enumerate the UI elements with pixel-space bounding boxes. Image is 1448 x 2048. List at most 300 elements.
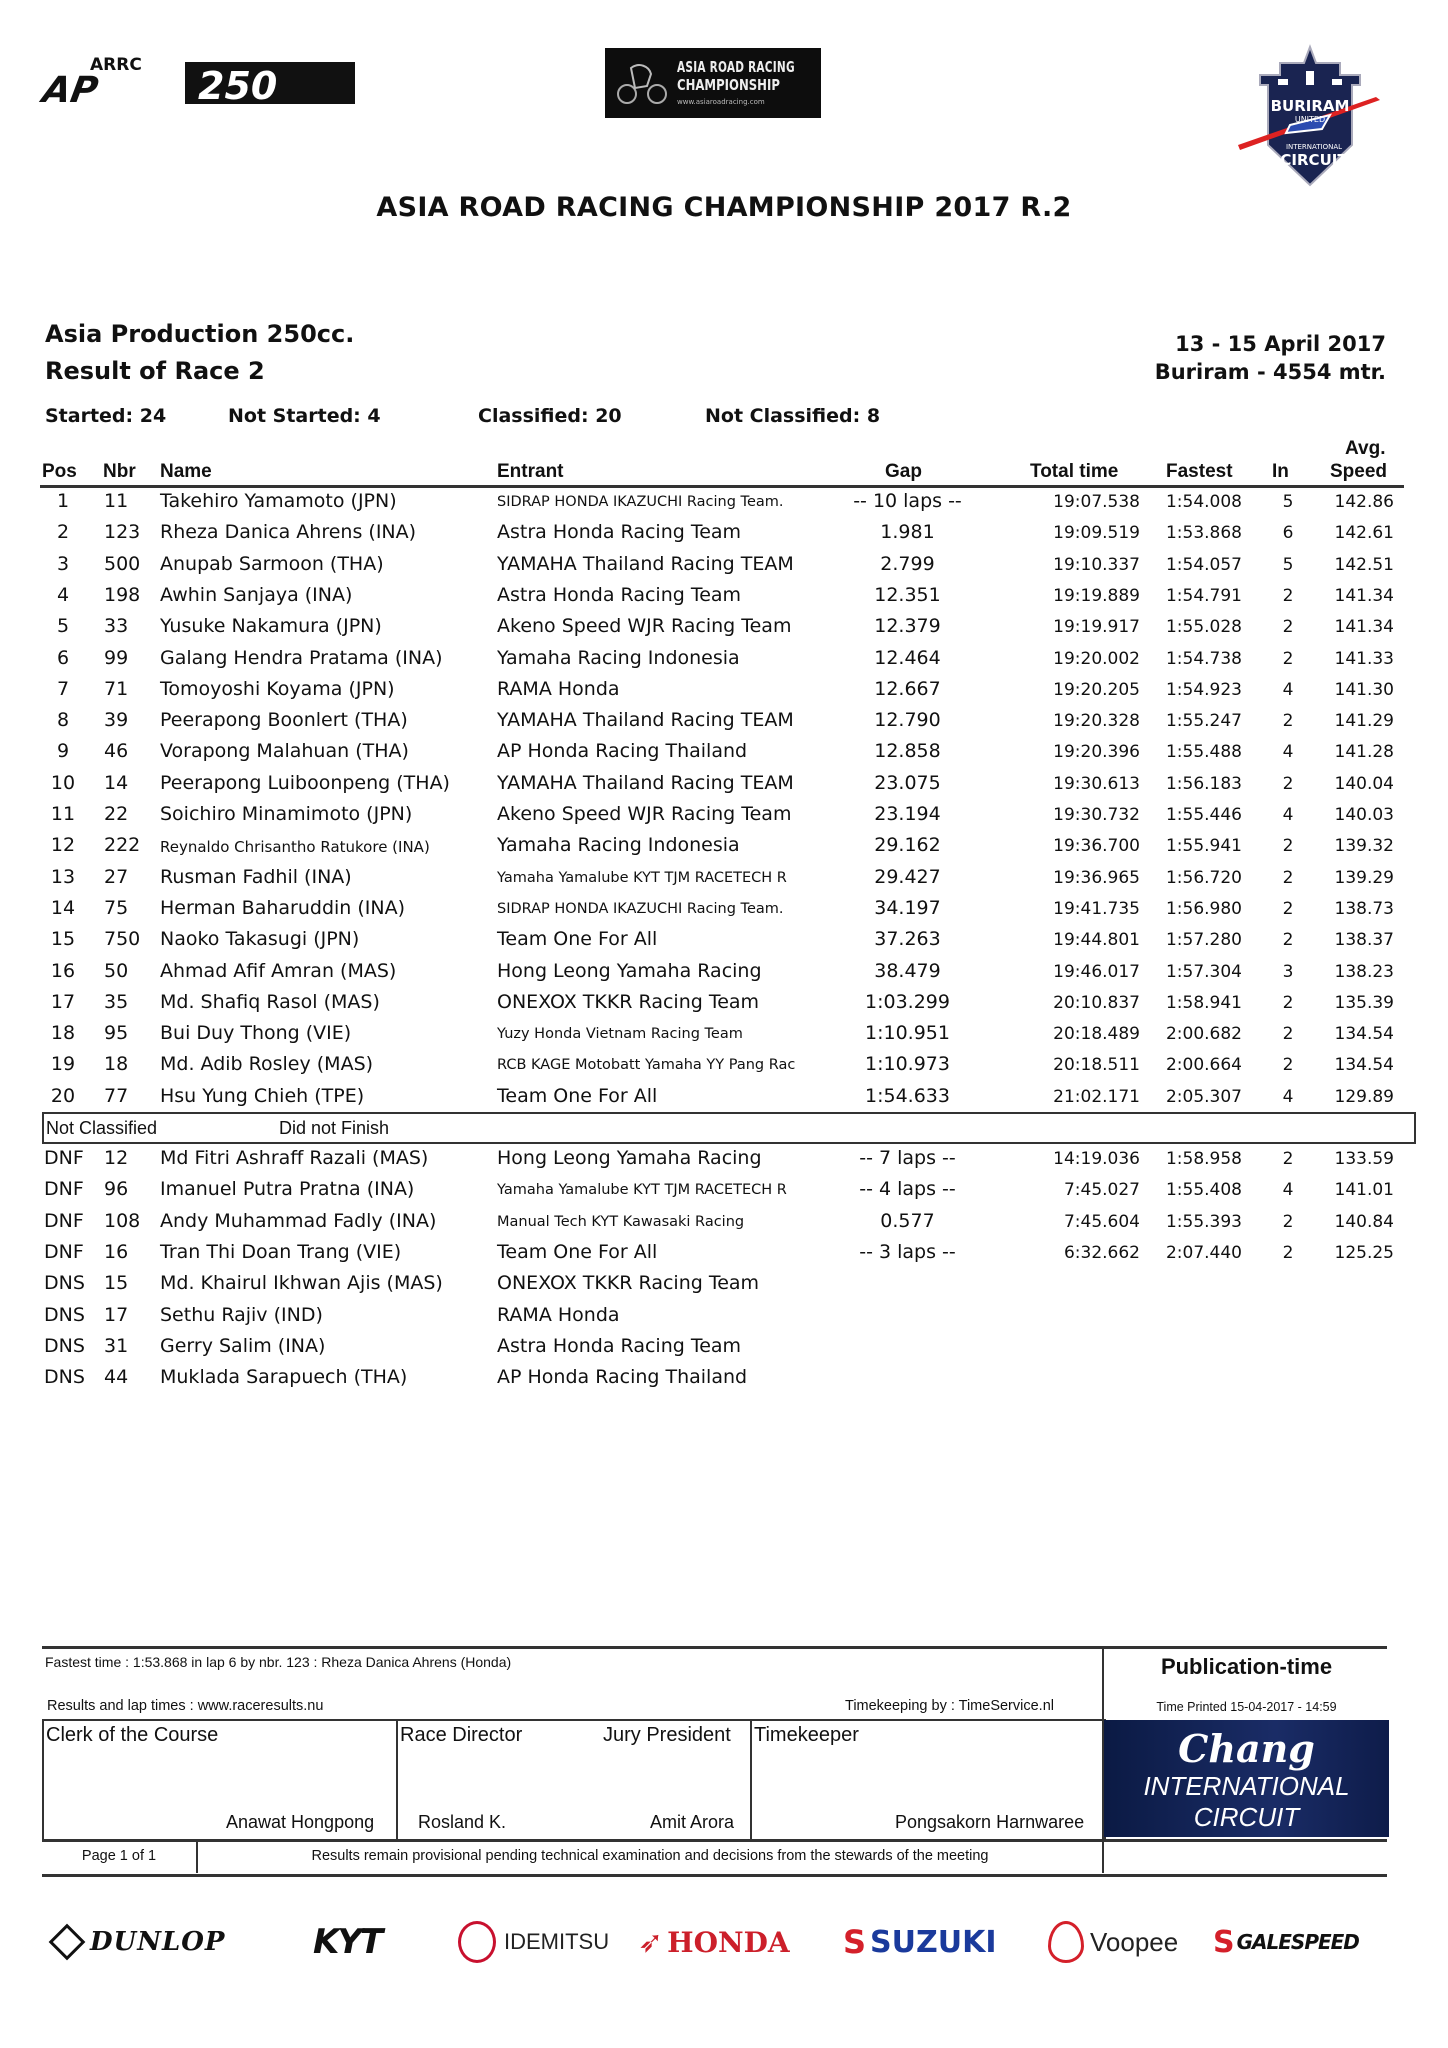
- fastest-lap-number: 5: [1282, 554, 1294, 575]
- total-time: 14:19.036: [1053, 1149, 1140, 1169]
- rider-name: Tran Thi Doan Trang (VIE): [160, 1240, 402, 1263]
- suzuki-s-icon: S: [843, 1923, 867, 1961]
- race-director-label: Race Director: [400, 1724, 523, 1746]
- fastest-lap: 2:05.307: [1165, 1086, 1242, 1107]
- session-title: Result of Race 2: [45, 357, 265, 385]
- gap: 1.981: [880, 521, 935, 544]
- fastest-lap-number: 2: [1282, 773, 1294, 794]
- sponsor-voopee-label: Voopee: [1090, 1926, 1179, 1957]
- total-time: 19:09.519: [1053, 523, 1140, 544]
- entrant: Yamaha Yamalube KYT TJM RACETECH R: [497, 1182, 787, 1199]
- clerk-name: Anawat Hongpong: [226, 1812, 375, 1832]
- result-row: [0, 768, 1448, 799]
- total-time: 19:19.917: [1053, 617, 1140, 638]
- rider-name: Rheza Danica Ahrens (INA): [160, 521, 417, 544]
- rider-number: 15: [104, 1272, 129, 1295]
- idemitsu-emblem-icon: [458, 1921, 496, 1963]
- entrant: YAMAHA Thailand Racing TEAM: [497, 709, 794, 732]
- entrant: Yamaha Yamalube KYT TJM RACETECH R: [497, 869, 787, 886]
- publication-time-label: Publication-time: [1160, 1654, 1333, 1679]
- not-classified-row: [0, 1300, 1448, 1331]
- position: 5: [56, 615, 70, 638]
- average-speed: 142.51: [1334, 554, 1394, 575]
- entrant: YAMAHA Thailand Racing TEAM: [497, 552, 794, 575]
- result-row: [0, 830, 1448, 861]
- rider-name: Ahmad Afif Amran (MAS): [160, 959, 397, 982]
- average-speed: 139.29: [1334, 867, 1394, 888]
- fastest-lap: 1:53.868: [1165, 523, 1242, 544]
- chang-circuit-logo: [1104, 1720, 1389, 1837]
- total-time: 19:30.732: [1053, 805, 1140, 825]
- rider-name: Peerapong Luiboonpeng (THA): [160, 771, 450, 794]
- rider-number: 71: [104, 677, 129, 700]
- fastest-lap-number: 2: [1282, 648, 1294, 669]
- gap: 37.263: [874, 928, 941, 951]
- fastest-lap: 1:54.008: [1165, 492, 1242, 512]
- rider-name: Gerry Salim (INA): [160, 1334, 326, 1357]
- total-time: 7:45.027: [1063, 1180, 1140, 1201]
- not-classified-row: [0, 1362, 1448, 1393]
- rider-name: Vorapong Malahuan (THA): [160, 740, 409, 763]
- stat-classified: Classified: 20: [478, 405, 622, 427]
- rider-name: Rusman Fadhil (INA): [160, 865, 352, 888]
- gap: 29.162: [874, 834, 941, 857]
- gap: 23.075: [874, 771, 941, 794]
- total-time: 19:44.801: [1053, 930, 1140, 951]
- fastest-lap-number: 4: [1282, 679, 1294, 700]
- jury-president-name: Amit Arora: [650, 1812, 735, 1832]
- sponsor-galespeed: [1213, 1918, 1359, 1966]
- average-speed: 129.89: [1334, 1086, 1394, 1107]
- stat-not-classified: Not Classified: 8: [705, 405, 881, 427]
- average-speed: 142.61: [1334, 523, 1394, 544]
- result-row: [0, 924, 1448, 955]
- sponsor-idemitsu-label: IDEMITSU: [504, 1929, 610, 1954]
- rider-number: 95: [104, 1022, 129, 1045]
- result-row: [0, 987, 1448, 1018]
- gap: 1:10.973: [865, 1053, 950, 1076]
- total-time: 21:02.171: [1053, 1086, 1140, 1107]
- position: 20: [50, 1084, 76, 1107]
- fastest-lap: 2:00.664: [1165, 1055, 1242, 1076]
- rider-number: 46: [104, 740, 129, 763]
- fastest-lap: 1:54.738: [1165, 648, 1242, 669]
- fastest-lap-number: 2: [1282, 836, 1294, 857]
- rider-number: 50: [104, 959, 129, 982]
- total-time: 19:36.965: [1053, 867, 1140, 888]
- fastest-lap-number: 2: [1282, 992, 1294, 1013]
- gap: 12.790: [874, 709, 941, 732]
- rider-number: 75: [104, 896, 129, 919]
- not-classified-row: [0, 1237, 1448, 1268]
- average-speed: 138.73: [1334, 898, 1394, 919]
- rider-name: Anupab Sarmoon (THA): [160, 552, 384, 575]
- entrant: Hong Leong Yamaha Racing: [497, 1147, 762, 1169]
- gap: 1:54.633: [865, 1084, 950, 1107]
- entrant: Hong Leong Yamaha Racing: [497, 959, 762, 982]
- col-header-in: In: [1272, 461, 1289, 482]
- footer-bottom-divider-right: [1102, 1841, 1104, 1873]
- honda-wing-icon: ➶: [638, 1924, 664, 1960]
- fastest-lap: 1:57.280: [1165, 930, 1242, 951]
- ap250-logo-ap-text: AP: [39, 68, 102, 111]
- fastest-lap-number: 2: [1282, 867, 1294, 888]
- rider-number: 35: [104, 990, 129, 1013]
- result-row: [0, 580, 1448, 611]
- total-time: 19:20.205: [1053, 679, 1140, 700]
- not-classified-row: [0, 1331, 1448, 1362]
- result-row: [0, 1049, 1448, 1080]
- result-row: [0, 517, 1448, 548]
- rider-name: Md. Shafiq Rasol (MAS): [160, 990, 380, 1013]
- gap: 12.379: [874, 615, 941, 638]
- rider-name: Bui Duy Thong (VIE): [160, 1022, 352, 1045]
- fastest-lap-number: 2: [1282, 898, 1294, 919]
- col-header-pos: Pos: [42, 461, 77, 482]
- position: 13: [50, 865, 76, 888]
- average-speed: 140.84: [1334, 1211, 1394, 1232]
- chang-logo-line1: Chang: [1178, 1726, 1315, 1771]
- total-time: 20:18.511: [1053, 1055, 1140, 1076]
- position: 16: [50, 959, 76, 982]
- fastest-lap: 1:55.488: [1165, 742, 1242, 763]
- entrant: Team One For All: [497, 928, 658, 951]
- rider-number: 500: [104, 552, 141, 575]
- rider-number: 77: [104, 1084, 129, 1107]
- rider-name: Md. Adib Rosley (MAS): [160, 1053, 374, 1076]
- fastest-time-note: Fastest time : 1:53.868 in lap 6 by nbr. 123 : Rheza Danica Ahrens (Honda): [45, 1654, 512, 1670]
- average-speed: 141.30: [1334, 679, 1394, 700]
- buriram-logo-line1: BURIRAM: [1270, 97, 1350, 115]
- position: 18: [50, 1022, 76, 1045]
- jury-president-label: Jury President: [603, 1724, 731, 1746]
- rider-name: Andy Muhammad Fadly (INA): [160, 1209, 437, 1232]
- gap: -- 3 laps --: [859, 1240, 956, 1263]
- sponsor-strip: [48, 1918, 1388, 1966]
- position: DNS: [44, 1272, 85, 1295]
- chang-logo-line2: INTERNATIONAL: [1143, 1771, 1350, 1801]
- rider-number: 198: [104, 583, 141, 606]
- position: 1: [56, 490, 70, 512]
- entrant: Yuzy Honda Vietnam Racing Team: [497, 1026, 743, 1043]
- fastest-lap: 1:58.958: [1165, 1149, 1242, 1169]
- entrant: Team One For All: [497, 1084, 658, 1107]
- rider-number: 11: [104, 490, 129, 512]
- fastest-lap-number: 2: [1282, 930, 1294, 951]
- galespeed-s-icon: S: [1213, 1924, 1235, 1960]
- chang-logo-line3: CIRCUIT: [1193, 1802, 1300, 1832]
- fastest-lap: 1:56.183: [1165, 773, 1242, 794]
- not-classified-row: [0, 1268, 1448, 1299]
- fastest-lap: 2:07.440: [1165, 1242, 1242, 1263]
- col-header-fastest: Fastest: [1166, 461, 1233, 482]
- position: DNS: [44, 1334, 85, 1357]
- provisional-disclaimer: Results remain provisional pending technical examination and decisions from the stewards of the meeting: [311, 1848, 989, 1864]
- fastest-lap-number: 2: [1282, 585, 1294, 606]
- gap: 23.194: [874, 803, 941, 825]
- average-speed: 139.32: [1334, 836, 1394, 857]
- stat-started: Started: 24: [45, 405, 167, 427]
- not-classified-row: [0, 1206, 1448, 1237]
- gap: 38.479: [874, 959, 941, 982]
- fastest-lap: 1:55.028: [1165, 617, 1242, 638]
- not-classified-row: [0, 1174, 1448, 1205]
- ap250-logo-small-text: ARRC: [90, 55, 142, 75]
- rider-name: Peerapong Boonlert (THA): [160, 709, 408, 732]
- gap: 12.351: [874, 583, 941, 606]
- entrant: RCB KAGE Motobatt Yamaha YY Pang Rac: [497, 1057, 796, 1074]
- total-time: 6:32.662: [1063, 1242, 1140, 1263]
- gap: -- 4 laps --: [859, 1178, 956, 1201]
- gap: 29.427: [874, 865, 941, 888]
- rider-name: Hsu Yung Chieh (TPE): [160, 1084, 365, 1107]
- arrc-logo-line1: ASIA ROAD RACING: [677, 58, 795, 76]
- entrant: RAMA Honda: [497, 677, 620, 700]
- not-classified-row: [0, 1143, 1448, 1174]
- rider-number: 99: [104, 646, 129, 669]
- did-not-finish-label: Did not Finish: [279, 1118, 390, 1138]
- position: DNS: [44, 1366, 85, 1389]
- result-row: [0, 1081, 1448, 1112]
- motorcycle-rider-icon: [617, 60, 667, 106]
- total-time: 19:36.700: [1053, 836, 1140, 857]
- entrant: Yamaha Racing Indonesia: [497, 646, 740, 669]
- col-header-total: Total time: [1030, 461, 1119, 482]
- position: 7: [56, 677, 70, 700]
- rider-name: Yusuke Nakamura (JPN): [160, 615, 382, 638]
- rider-name: Reynaldo Chrisantho Ratukore (INA): [160, 838, 430, 857]
- position: 9: [56, 740, 70, 763]
- event-dates: 13 - 15 April 2017: [1175, 332, 1386, 356]
- gap: 34.197: [874, 896, 941, 919]
- fastest-lap-number: 2: [1282, 1149, 1294, 1169]
- result-row: [0, 893, 1448, 924]
- gap: 12.858: [874, 740, 941, 763]
- total-time: 19:46.017: [1053, 961, 1140, 982]
- gap: 2.799: [880, 552, 935, 575]
- rider-name: Md Fitri Ashraff Razali (MAS): [160, 1147, 429, 1169]
- average-speed: 141.33: [1334, 648, 1394, 669]
- fastest-lap: 1:55.408: [1165, 1180, 1242, 1201]
- fastest-lap-number: 2: [1282, 1055, 1294, 1076]
- entrant: AP Honda Racing Thailand: [497, 740, 748, 763]
- average-speed: 140.03: [1334, 805, 1394, 825]
- rider-number: 22: [104, 803, 129, 825]
- officials-divider-2: [750, 1719, 752, 1839]
- rider-number: 108: [104, 1209, 141, 1232]
- sponsor-kyt: [313, 1918, 381, 1966]
- stat-not-started: Not Started: 4: [228, 405, 381, 427]
- sponsor-honda: [638, 1918, 790, 1966]
- result-row: [0, 956, 1448, 987]
- fastest-lap: 1:55.393: [1165, 1211, 1242, 1232]
- sponsor-voopee: [1048, 1918, 1178, 1966]
- total-time: 19:41.735: [1053, 898, 1140, 919]
- sponsor-dunlop: [48, 1918, 225, 1966]
- ap250-logo: [39, 52, 355, 111]
- total-time: 7:45.604: [1063, 1211, 1140, 1232]
- rider-number: 31: [104, 1334, 129, 1357]
- results-link[interactable]: Results and lap times : www.raceresults.nu: [47, 1698, 324, 1714]
- sponsor-galespeed-label: GALESPEED: [1236, 1930, 1359, 1954]
- arrc-logo-url: www.asiaroadracing.com: [677, 98, 765, 106]
- fastest-lap-number: 2: [1282, 711, 1294, 732]
- not-classified-label: Not Classified: [46, 1118, 158, 1138]
- rider-number: 750: [104, 928, 141, 951]
- result-row: [0, 674, 1448, 705]
- result-row: [0, 799, 1448, 830]
- entrant: Astra Honda Racing Team: [497, 1334, 742, 1357]
- col-header-speed: Speed: [1330, 461, 1388, 482]
- rider-name: Sethu Rajiv (IND): [160, 1303, 323, 1326]
- total-time: 19:19.889: [1053, 585, 1140, 606]
- result-row: [0, 736, 1448, 767]
- rider-number: 14: [104, 771, 129, 794]
- rider-number: 44: [104, 1366, 129, 1389]
- fastest-lap: 1:58.941: [1165, 992, 1242, 1013]
- position: DNF: [44, 1240, 84, 1263]
- position: 11: [50, 803, 76, 825]
- ap250-logo-250-text: 250: [198, 64, 278, 108]
- entrant: Team One For All: [497, 1240, 658, 1263]
- entrant: SIDRAP HONDA IKAZUCHI Racing Team.: [497, 900, 784, 917]
- fastest-lap-number: 2: [1282, 617, 1294, 638]
- average-speed: 133.59: [1334, 1149, 1394, 1169]
- entrant: Akeno Speed WJR Racing Team: [497, 803, 792, 825]
- rider-number: 96: [104, 1178, 129, 1201]
- buriram-logo-line2: UNITED: [1294, 115, 1326, 124]
- average-speed: 125.25: [1334, 1242, 1394, 1263]
- average-speed: 138.37: [1334, 930, 1394, 951]
- sponsor-suzuki: [843, 1918, 997, 1966]
- gap: 1:10.951: [865, 1022, 950, 1045]
- gap: 12.667: [874, 677, 941, 700]
- rider-number: 123: [104, 521, 141, 544]
- entrant: RAMA Honda: [497, 1303, 620, 1326]
- position: DNF: [44, 1147, 84, 1169]
- fastest-lap: 1:56.980: [1165, 898, 1242, 919]
- fastest-lap-number: 5: [1282, 492, 1294, 512]
- fastest-lap: 1:54.923: [1165, 679, 1242, 700]
- result-row: [0, 1018, 1448, 1049]
- fastest-lap-number: 6: [1282, 523, 1294, 544]
- average-speed: 134.54: [1334, 1024, 1394, 1045]
- average-speed: 141.34: [1334, 585, 1394, 606]
- rider-name: Imanuel Putra Pratna (INA): [160, 1178, 415, 1201]
- result-row: [0, 643, 1448, 674]
- fastest-lap: 1:54.791: [1165, 585, 1242, 606]
- rider-name: Takehiro Yamamoto (JPN): [160, 490, 397, 512]
- col-header-avg: Avg.: [1345, 438, 1386, 459]
- entrant: Yamaha Racing Indonesia: [497, 834, 740, 857]
- rider-number: 27: [104, 865, 129, 888]
- rider-number: 33: [104, 615, 129, 638]
- clerk-label: Clerk of the Course: [46, 1724, 219, 1746]
- result-row: [0, 611, 1448, 642]
- position: 10: [50, 771, 76, 794]
- gap: -- 7 laps --: [859, 1147, 956, 1169]
- entrant: AP Honda Racing Thailand: [497, 1366, 748, 1389]
- average-speed: 141.34: [1334, 617, 1394, 638]
- total-time: 19:30.613: [1053, 773, 1140, 794]
- fastest-lap-number: 2: [1282, 1242, 1294, 1263]
- entrant: ONEXOX TKKR Racing Team: [497, 1272, 760, 1295]
- fastest-lap: 1:55.247: [1165, 711, 1242, 732]
- result-row: [0, 862, 1448, 893]
- gap: -- 10 laps --: [853, 490, 962, 512]
- position: 17: [50, 990, 76, 1013]
- rider-name: Muklada Sarapuech (THA): [160, 1366, 408, 1389]
- result-row: [0, 549, 1448, 580]
- class-title: Asia Production 250cc.: [45, 320, 355, 348]
- fastest-lap-number: 4: [1282, 805, 1294, 825]
- fastest-lap: 1:54.057: [1165, 554, 1242, 575]
- sponsor-dunlop-label: DUNLOP: [90, 1927, 226, 1957]
- voopee-pin-icon: [1048, 1921, 1084, 1963]
- timekeeper-name: Pongsakorn Harnwaree: [895, 1812, 1085, 1832]
- position: 12: [50, 834, 76, 857]
- page-number: Page 1 of 1: [81, 1848, 157, 1864]
- average-speed: 138.23: [1334, 961, 1394, 982]
- entrant: Astra Honda Racing Team: [497, 583, 742, 606]
- average-speed: 140.04: [1334, 773, 1394, 794]
- position: 19: [50, 1053, 76, 1076]
- average-speed: 134.54: [1334, 1055, 1394, 1076]
- fastest-lap-number: 4: [1282, 742, 1294, 763]
- average-speed: 141.01: [1334, 1180, 1394, 1201]
- fastest-lap: 1:55.446: [1165, 805, 1242, 825]
- sponsor-kyt-label: KYT: [313, 1922, 382, 1962]
- total-time: 19:20.396: [1053, 742, 1140, 763]
- sponsor-honda-label: HONDA: [667, 1925, 790, 1959]
- fastest-lap: 1:56.720: [1165, 867, 1242, 888]
- col-header-entrant: Entrant: [497, 461, 564, 482]
- buriram-logo-line3: INTERNATIONAL: [1285, 143, 1343, 151]
- rider-number: 39: [104, 709, 129, 732]
- entrant: Akeno Speed WJR Racing Team: [497, 615, 792, 638]
- entrant: ONEXOX TKKR Racing Team: [497, 990, 760, 1013]
- total-time: 20:18.489: [1053, 1024, 1140, 1045]
- rider-number: 16: [104, 1240, 129, 1263]
- fastest-lap: 2:00.682: [1165, 1024, 1242, 1045]
- buriram-circuit-logo: [1230, 45, 1390, 190]
- sponsor-suzuki-label: SUZUKI: [870, 1924, 997, 1960]
- position: DNF: [44, 1209, 84, 1232]
- arrc-logo-line2: CHAMPIONSHIP: [677, 76, 780, 94]
- rider-name: Herman Baharuddin (INA): [160, 896, 406, 919]
- rider-name: Awhin Sanjaya (INA): [160, 583, 353, 606]
- not-classified-banner: [42, 1112, 1416, 1144]
- buriram-logo-line4: CIRCUIT: [1280, 151, 1348, 169]
- rider-name: Galang Hendra Pratama (INA): [160, 646, 443, 669]
- rider-name: Soichiro Minamimoto (JPN): [160, 803, 413, 825]
- position: 8: [56, 709, 70, 732]
- total-time: 19:20.328: [1053, 711, 1140, 732]
- gap: 1:03.299: [865, 990, 950, 1013]
- position: 4: [56, 583, 70, 606]
- average-speed: 141.28: [1334, 742, 1394, 763]
- position: 15: [50, 928, 76, 951]
- fastest-lap: 1:55.941: [1165, 836, 1242, 857]
- arrc-logo: [605, 48, 821, 118]
- result-row: [0, 705, 1448, 736]
- total-time: 20:10.837: [1053, 992, 1140, 1013]
- col-header-name: Name: [160, 461, 212, 482]
- timekeeping-credit: Timekeeping by : TimeService.nl: [845, 1698, 1054, 1714]
- position: 14: [50, 896, 76, 919]
- result-row: [0, 486, 1448, 517]
- timekeeper-label: Timekeeper: [754, 1724, 859, 1746]
